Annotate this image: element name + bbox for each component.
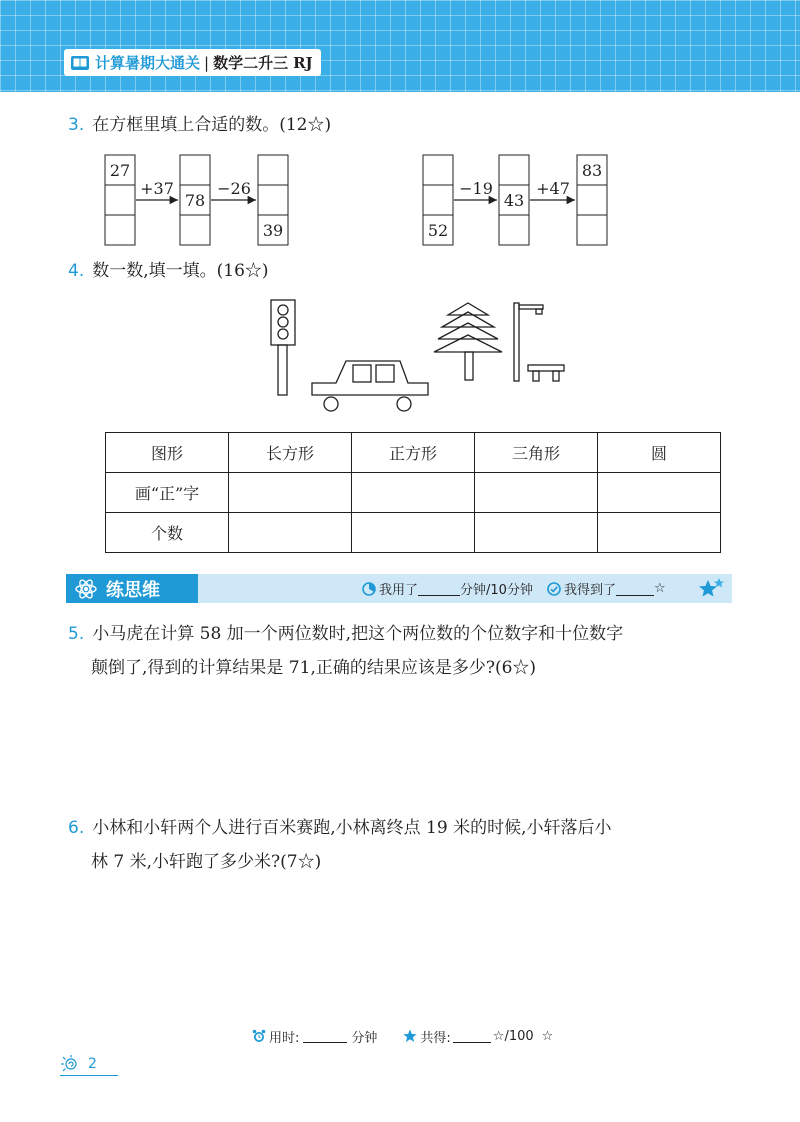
page-number: 2 — [88, 1056, 97, 1072]
table-header-cell: 圆 — [598, 433, 721, 473]
time-label: 用时: — [269, 1030, 300, 1046]
alarm-clock-icon — [252, 1029, 266, 1043]
time-unit: 分钟 — [351, 1030, 378, 1046]
footer-time-blank[interactable] — [303, 1029, 347, 1043]
answer-cell[interactable] — [475, 473, 598, 513]
practice-tag — [66, 574, 198, 603]
operation-label: +37 — [140, 179, 174, 198]
box-value: 39 — [262, 221, 284, 240]
time-used-suffix: 分钟/10分钟 — [460, 583, 533, 598]
question-number: 5. — [68, 624, 85, 644]
chain-1 — [105, 155, 288, 245]
table-header-cell: 图形 — [106, 433, 229, 473]
count-table — [105, 432, 721, 553]
practice-info — [362, 574, 666, 603]
box-value: 83 — [581, 161, 603, 180]
page-header — [0, 0, 800, 92]
question-6 — [68, 811, 611, 879]
header-label — [64, 49, 321, 76]
operation-label: −26 — [217, 179, 251, 198]
answer-cell[interactable] — [475, 513, 598, 553]
stars-icon — [698, 577, 726, 599]
operation-label: +47 — [536, 179, 570, 198]
score-suffix: ☆ — [653, 581, 666, 596]
question-4 — [68, 254, 269, 288]
score-label: 共得: — [420, 1030, 451, 1046]
chain-2 — [423, 155, 607, 245]
question-number: 3. — [68, 115, 85, 135]
box-column — [577, 155, 607, 245]
table-header-row — [106, 433, 721, 473]
check-icon — [547, 582, 561, 596]
atom-icon — [74, 577, 98, 601]
row-label: 画“正”字 — [106, 473, 229, 513]
question-5 — [68, 617, 623, 685]
answer-cell[interactable] — [229, 513, 352, 553]
header-separator: | — [204, 53, 210, 72]
answer-cell[interactable] — [598, 473, 721, 513]
practice-title: 练思维 — [106, 579, 160, 601]
timer-icon — [362, 582, 376, 596]
table-header-cell: 长方形 — [229, 433, 352, 473]
answer-cell[interactable] — [229, 473, 352, 513]
question-text-line-2: 林 7 米,小轩跑了多少米?(7☆) — [91, 852, 322, 872]
box-column — [499, 155, 529, 245]
box-column — [258, 155, 288, 245]
shapes-picture — [260, 295, 580, 420]
score-end: ☆ — [541, 1028, 554, 1044]
box-value: 78 — [184, 191, 206, 210]
row-label: 个数 — [106, 513, 229, 553]
star-icon — [403, 1029, 417, 1043]
question-text: 数一数,填一填。(16☆) — [92, 261, 269, 281]
box-column — [423, 155, 453, 245]
answer-cell[interactable] — [352, 513, 475, 553]
box-value: 52 — [427, 221, 449, 240]
score-mid: ☆/100 — [492, 1028, 534, 1044]
table-header-cell: 正方形 — [352, 433, 475, 473]
question-text-line-1: 小林和小轩两个人进行百米赛跑,小林离终点 19 米的时候,小轩落后小 — [92, 818, 612, 838]
traffic-light — [271, 300, 295, 395]
box-column — [105, 155, 135, 245]
practice-bar — [66, 574, 732, 603]
sun-icon — [60, 1055, 82, 1073]
score-prefix: 我得到了 — [563, 583, 616, 598]
footer-score — [252, 1026, 553, 1046]
question-text: 在方框里填上合适的数。(12☆) — [92, 115, 332, 135]
tree — [434, 303, 502, 380]
question-number: 4. — [68, 261, 85, 281]
time-used-blank[interactable] — [418, 582, 460, 596]
table-row — [106, 473, 721, 513]
time-used-prefix: 我用了 — [379, 583, 419, 598]
header-title: 计算暑期大通关 — [95, 54, 201, 72]
box-value: 43 — [503, 191, 525, 210]
answer-cell[interactable] — [352, 473, 475, 513]
page-number-block — [60, 1053, 118, 1076]
header-edition: RJ — [293, 53, 313, 72]
table-row — [106, 513, 721, 553]
header-subject: 数学二升三 — [213, 54, 289, 72]
score-blank[interactable] — [616, 582, 654, 596]
box-column — [180, 155, 210, 245]
question-3 — [68, 108, 331, 142]
footer-score-blank[interactable] — [453, 1029, 491, 1043]
box-value: 27 — [109, 161, 131, 180]
car — [312, 361, 428, 411]
number-chains — [0, 150, 800, 250]
question-text-line-2: 颠倒了,得到的计算结果是 71,正确的结果应该是多少?(6☆) — [91, 658, 537, 678]
table-header-cell: 三角形 — [475, 433, 598, 473]
question-number: 6. — [68, 818, 85, 838]
question-text-line-1: 小马虎在计算 58 加一个两位数时,把这个两位数的个位数字和十位数字 — [92, 624, 624, 644]
bench — [528, 365, 564, 381]
book-icon — [70, 55, 90, 71]
answer-cell[interactable] — [598, 513, 721, 553]
operation-label: −19 — [459, 179, 493, 198]
